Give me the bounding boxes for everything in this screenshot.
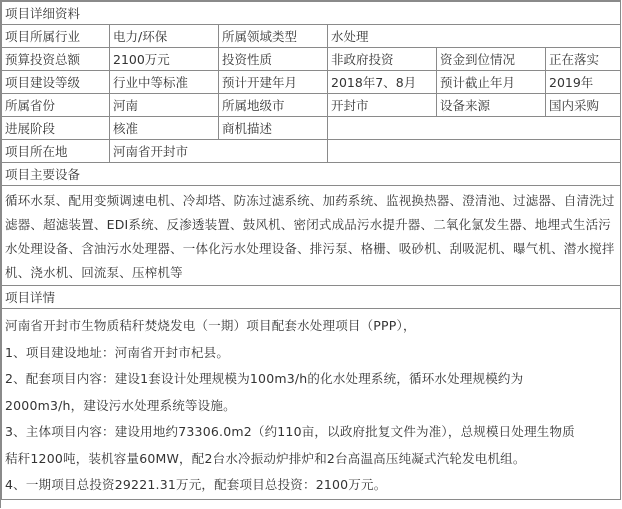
table-row xyxy=(2,71,621,94)
equipment-text: 循环水泵、配用变频调速电机、冷却塔、防冻过滤系统、加药系统、监视换热器、澄清池、过滤器、自清洗过滤器、超滤装置、EDI系统、反渗透装置、鼓风机、密闭式成品污水提升器、二氧化氯发生器、地埋式生活污水处理设备、含油污水处理器、一体化污水处理设备、排污泵、格栅、吸砂机、刮吸泥机、曝气机、潜水搅拌机、浇水机、回流泵、压榨机等 xyxy=(5,193,615,280)
value-investment-nature: 非政府投资 xyxy=(328,48,437,71)
project-info-table xyxy=(1,1,621,500)
table-row xyxy=(2,117,621,140)
value-equipment-source: 国内采购 xyxy=(546,94,621,117)
label-end-date: 预计截止年月 xyxy=(437,71,546,94)
label-city: 所属地级市 xyxy=(219,94,328,117)
label-progress: 进展阶段 xyxy=(2,117,110,140)
empty-cell xyxy=(328,140,621,163)
table-row xyxy=(2,94,621,117)
value-funding-status: 正在落实 xyxy=(546,48,621,71)
label-investment-nature: 投资性质 xyxy=(219,48,328,71)
label-funding-status: 资金到位情况 xyxy=(437,48,546,71)
value-start-date: 2018年7、8月 xyxy=(328,71,437,94)
label-construction-grade: 项目建设等级 xyxy=(2,71,110,94)
value-province: 河南 xyxy=(110,94,219,117)
value-field-type: 水处理 xyxy=(328,25,621,48)
equipment-list xyxy=(2,186,621,286)
detail-line: 1、项目建设地址：河南省开封市杞县。 xyxy=(5,344,230,360)
value-industry: 电力/环保 xyxy=(110,25,219,48)
value-city: 开封市 xyxy=(328,94,437,117)
value-construction-grade: 行业中等标准 xyxy=(110,71,219,94)
value-location: 河南省开封市 xyxy=(110,140,328,163)
section-project-detail: 项目详细资料 xyxy=(2,2,621,25)
detail-line: 秸秆1200吨，装机容量60MW，配2台水冷振动炉排炉和2台高温高压纯凝式汽轮发电机组。 xyxy=(5,450,526,466)
label-field-type: 所属领域类型 xyxy=(219,25,328,48)
section-equipment: 项目主要设备 xyxy=(2,163,621,186)
label-location: 项目所在地 xyxy=(2,140,110,163)
detail-line: 4、一期项目总投资29221.31万元，配套项目总投资：2100万元。 xyxy=(5,477,387,492)
label-opportunity: 商机描述 xyxy=(219,117,328,140)
section-details: 项目详情 xyxy=(2,286,621,309)
value-budget: 2100万元 xyxy=(110,48,219,71)
table-row xyxy=(2,48,621,71)
detail-line: 3、主体项目内容：建设用地约73306.0m2（约110亩，以政府批复文件为准），总规模日处理生物质 xyxy=(5,424,575,439)
label-equipment-source: 设备来源 xyxy=(437,94,546,117)
table-row xyxy=(2,140,621,163)
value-end-date: 2019年 xyxy=(546,71,621,94)
label-province: 所属省份 xyxy=(2,94,110,117)
detail-line: 河南省开封市生物质秸秆焚烧发电（一期）项目配套水处理项目（PPP）， xyxy=(5,318,416,333)
table-row xyxy=(2,25,621,48)
detail-line: 2、配套项目内容：建设1套设计处理规模为100m3/h的化水处理系统，循环水处理规模约为 xyxy=(5,371,524,386)
project-details xyxy=(2,309,621,500)
value-progress: 核准 xyxy=(110,117,219,140)
detail-line: 2000m3/h，建设污水处理系统等设施。 xyxy=(5,397,236,413)
label-industry: 项目所属行业 xyxy=(2,25,110,48)
label-start-date: 预计开建年月 xyxy=(219,71,328,94)
value-opportunity xyxy=(328,117,621,140)
label-budget: 预算投资总额 xyxy=(2,48,110,71)
